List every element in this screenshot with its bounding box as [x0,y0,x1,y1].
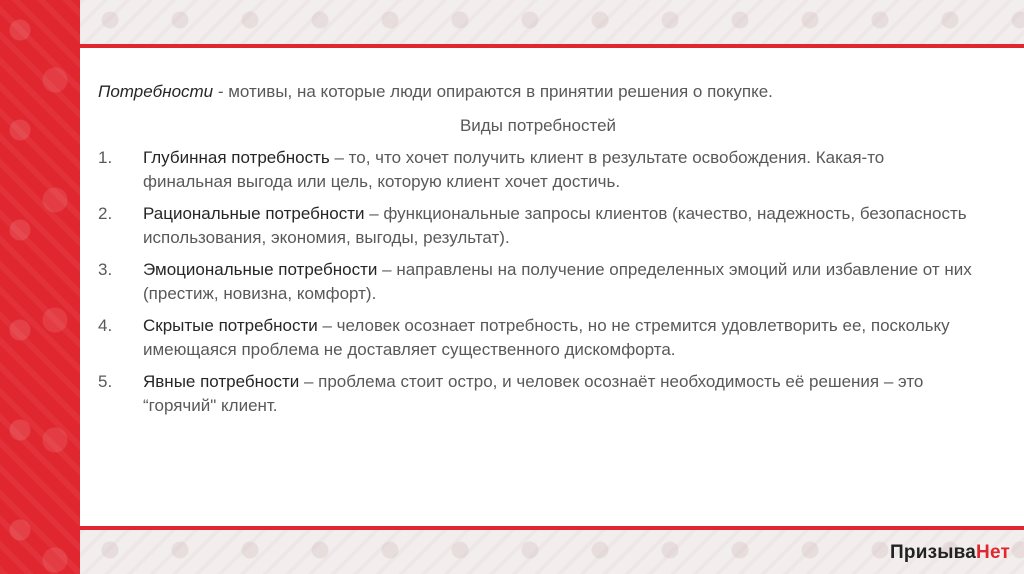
item-term: Скрытые потребности [143,316,318,335]
section-heading: Виды потребностей [459,115,617,135]
list-item [98,258,978,305]
decorative-footer-pattern [80,530,1024,574]
item-number: 5. [98,372,113,391]
brand-logo [890,542,1010,564]
item-number: 1. [98,148,113,167]
list-item [98,314,978,361]
logo-text-main: Призыва [890,542,977,563]
slide-text [98,80,978,417]
item-text: – направлены на получение определенных эмоций или избавление от них (престиж, новизна, комфорт). [143,260,972,303]
item-body [143,202,978,249]
item-text: – функциональные запросы клиентов (качество, надежность, безопасность использования, экономия, выгоды, результат). [143,204,967,247]
item-text: – человек осознает потребность, но не стремится удовлетворить ее, поскольку имеющаяся проблема не доставляет существенного дискомфорта. [143,316,950,359]
decorative-sidebar [0,0,80,574]
item-term: Явные потребности [143,372,300,391]
item-body [143,370,978,417]
needs-list [98,146,978,417]
logo-text-accent: Нет [976,542,1010,563]
item-body [143,146,978,193]
list-item [98,202,978,249]
item-number: 4. [98,316,113,335]
item-term: Эмоциональные потребности [143,260,378,279]
item-number: 3. [98,260,113,279]
item-term: Рациональные потребности [143,204,365,223]
item-number: 2. [98,204,113,223]
intro-term: Потребности [98,82,214,101]
list-item [98,146,978,193]
item-text: – проблема стоит остро, и человек осознаёт необходимость её решения – это “горячий" клиент. [143,372,924,415]
item-body [143,314,978,361]
slide-content [80,48,1024,526]
item-term: Глубинная потребность [143,148,330,167]
list-item [98,370,978,417]
item-body [143,258,978,305]
intro-text: - мотивы, на которые люди опираются в принятии решения о покупке. [213,82,773,101]
intro-paragraph [98,80,978,104]
decorative-header-pattern [80,0,1024,44]
item-text: – то, что хочет получить клиент в результате освобождения. Какая-то финальная выгода или цель, которую клиент хочет достичь. [143,148,885,191]
